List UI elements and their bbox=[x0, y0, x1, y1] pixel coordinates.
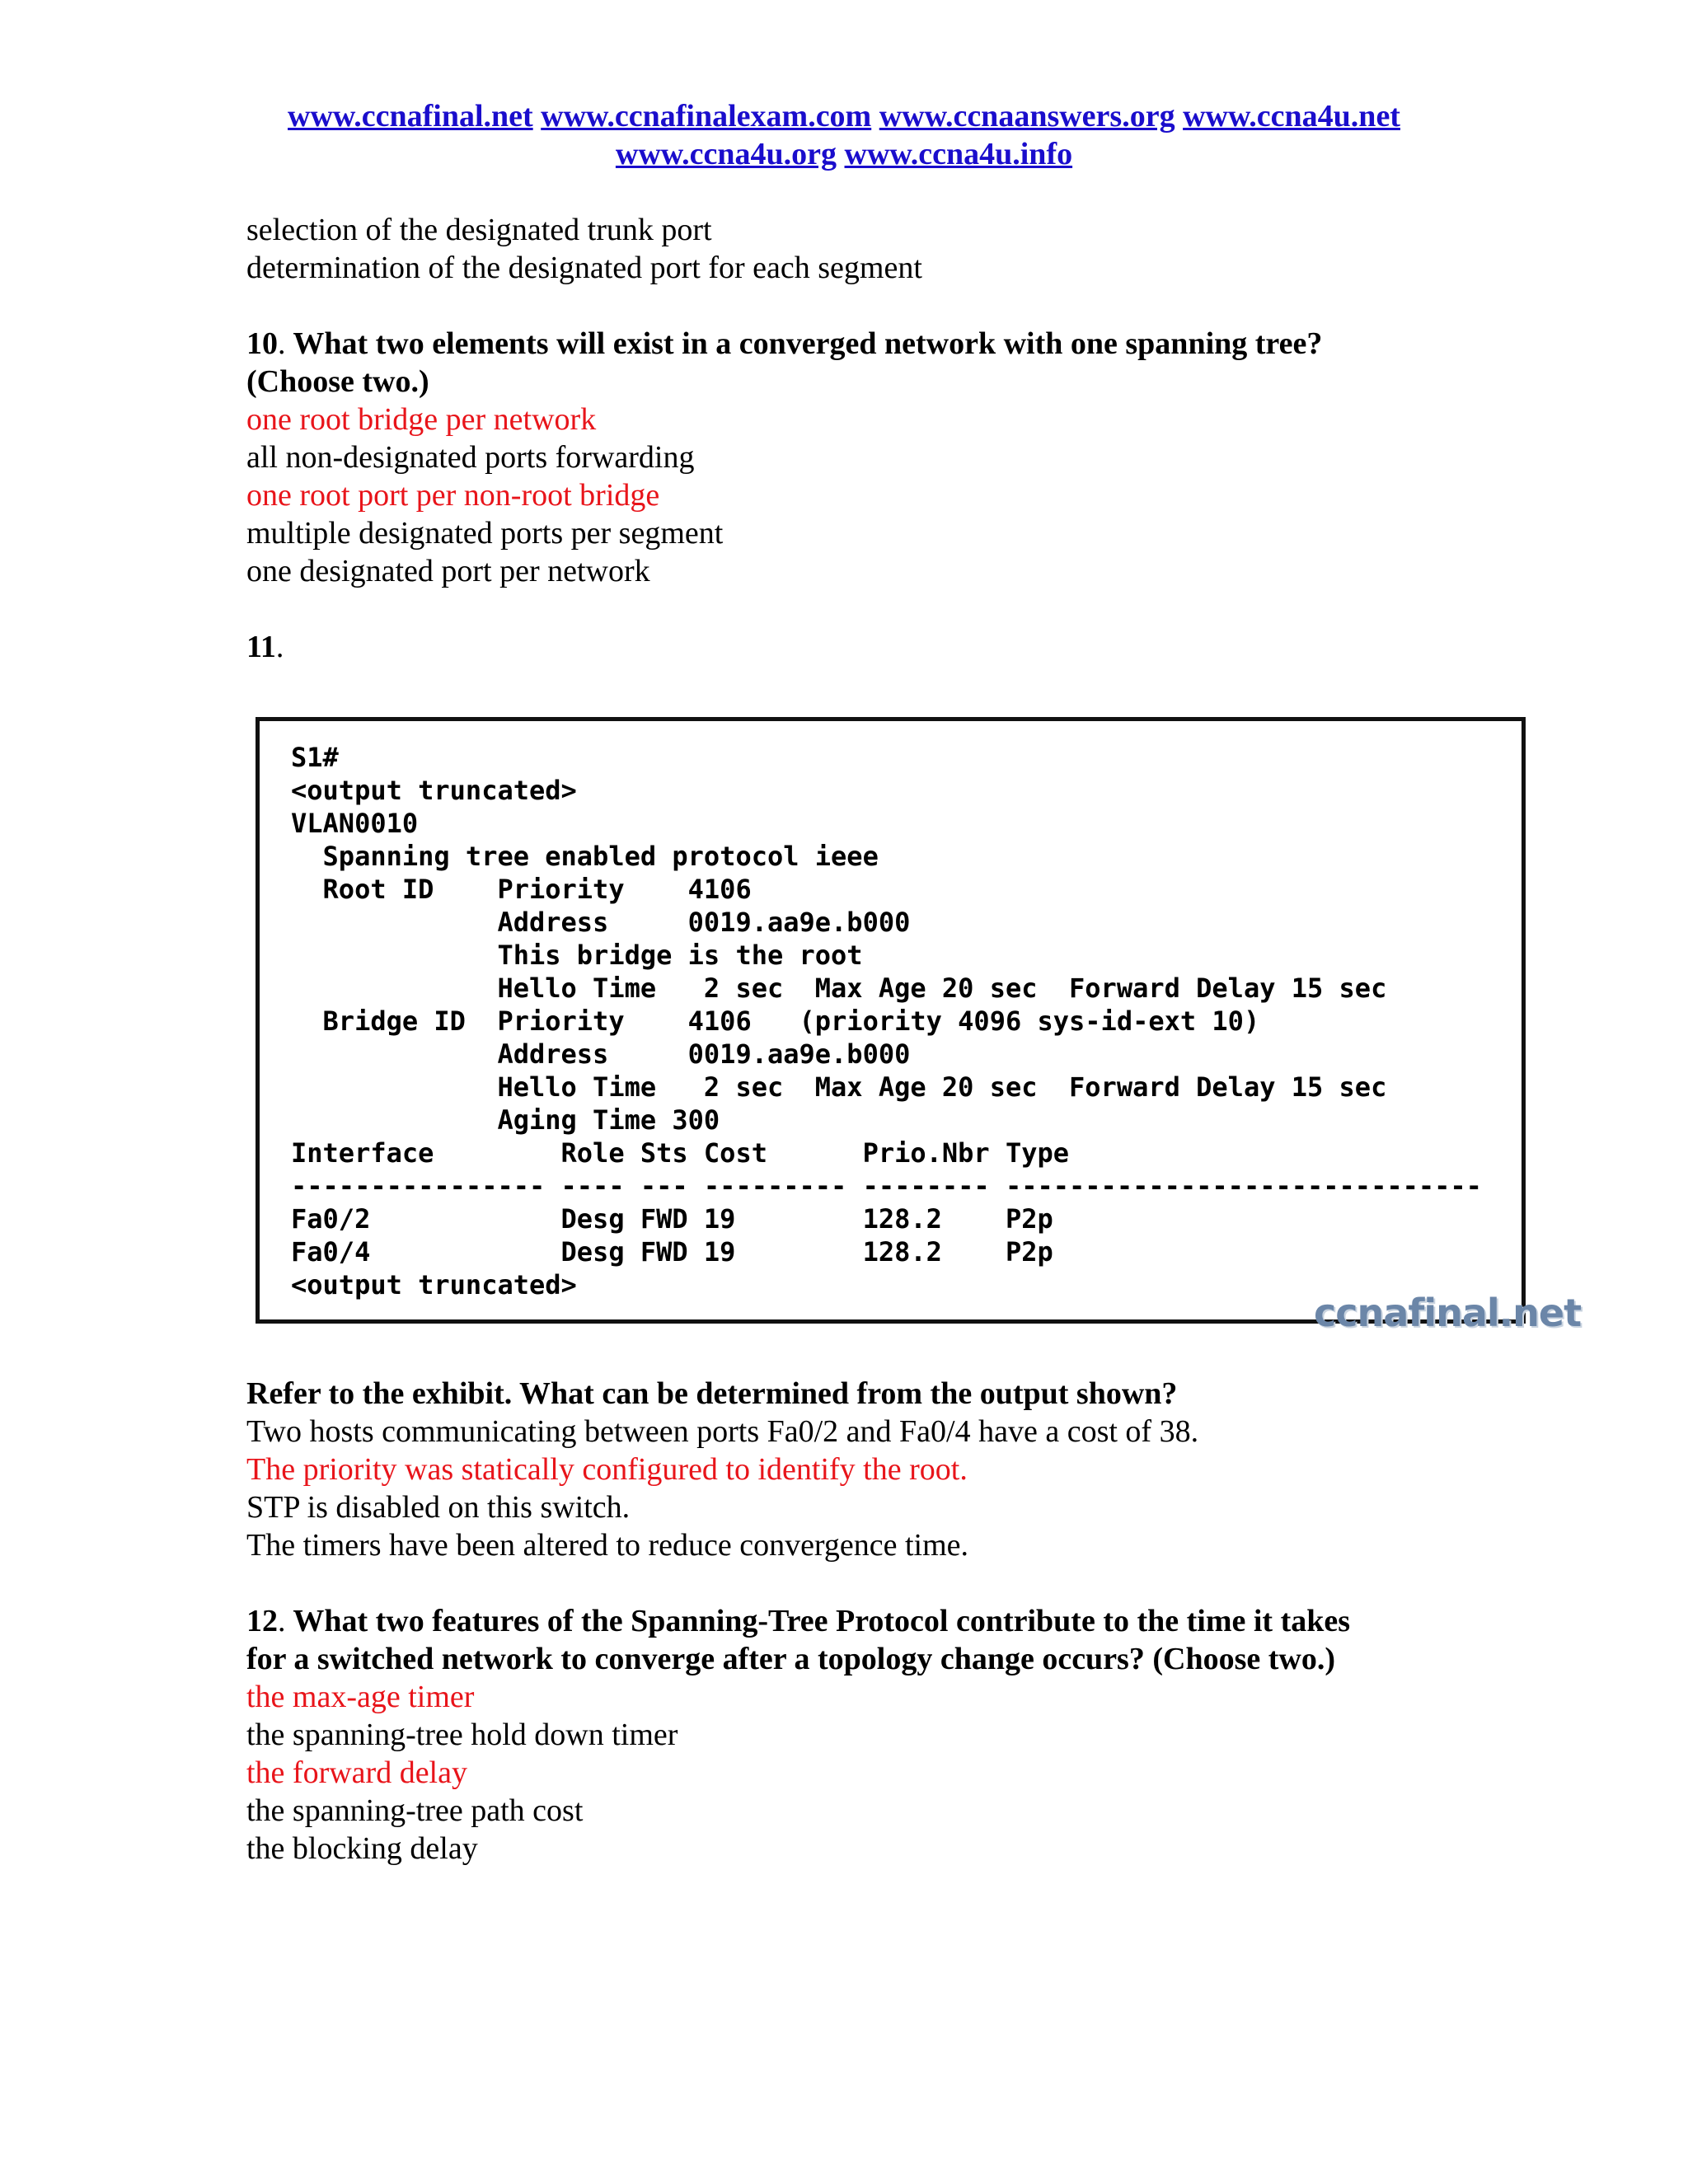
question-text: for a switched network to converge after a topology change occurs? (Choose two.) bbox=[246, 1642, 1335, 1676]
site-links-row-2 bbox=[0, 135, 1688, 173]
lower-section bbox=[246, 1375, 1532, 1868]
question-number: 12 bbox=[246, 1604, 278, 1638]
answer-option: selection of the designated trunk port bbox=[246, 213, 712, 247]
site-links-header bbox=[0, 97, 1688, 173]
cli-line: <output truncated> bbox=[291, 1269, 577, 1301]
answer-option: The timers have been altered to reduce convergence time. bbox=[246, 1528, 969, 1563]
cli-line: Fa0/2 Desg FWD 19 128.2 P2p bbox=[291, 1203, 1053, 1235]
correct-answer: one root bridge per network bbox=[246, 402, 597, 437]
cli-line: This bridge is the root bbox=[291, 940, 863, 971]
cli-line: Bridge ID Priority 4106 (priority 4096 sys-id-ext 10) bbox=[291, 1005, 1260, 1037]
site-link[interactable]: www.ccna4u.org bbox=[615, 137, 837, 171]
answer-option: STP is disabled on this switch. bbox=[246, 1490, 631, 1525]
question-11 bbox=[246, 1375, 1532, 1564]
cli-line: Hello Time 2 sec Max Age 20 sec Forward Delay 15 sec bbox=[291, 972, 1387, 1004]
correct-answer: the max-age timer bbox=[246, 1680, 475, 1714]
question-text: 10. What two elements will exist in a converged network with one spanning tree? bbox=[246, 326, 1323, 361]
question-number: 11 bbox=[246, 630, 276, 664]
site-link[interactable]: www.ccnafinal.net bbox=[288, 99, 533, 134]
cli-line: <output truncated> bbox=[291, 775, 577, 806]
site-link[interactable]: www.ccna4u.info bbox=[844, 137, 1073, 171]
watermark-logo: ccnafinal.net bbox=[1314, 1291, 1582, 1335]
correct-answer: one root port per non-root bridge bbox=[246, 478, 660, 513]
question-text: (Choose two.) bbox=[246, 364, 429, 399]
cli-line: Spanning tree enabled protocol ieee bbox=[291, 841, 879, 872]
answer-option: the spanning-tree path cost bbox=[246, 1793, 584, 1828]
cli-output bbox=[291, 741, 1482, 1301]
question-text: 12. What two features of the Spanning-Tree Protocol contribute to the time it takes bbox=[246, 1604, 1351, 1638]
cli-line: ---------------- ---- --- --------- -------- ------------------------------ bbox=[291, 1170, 1482, 1202]
q9-tail-answers bbox=[246, 211, 1532, 287]
question-11-label: 11. bbox=[246, 630, 284, 664]
answer-option: the spanning-tree hold down timer bbox=[246, 1718, 678, 1752]
answer-option: one designated port per network bbox=[246, 554, 650, 588]
cli-line: Address 0019.aa9e.b000 bbox=[291, 1038, 911, 1070]
site-link[interactable]: www.ccnafinalexam.com bbox=[541, 99, 872, 134]
correct-answer: The priority was statically configured to identify the root. bbox=[246, 1452, 968, 1487]
question-number: 10 bbox=[246, 326, 278, 361]
cli-line: Root ID Priority 4106 bbox=[291, 874, 752, 905]
exhibit-terminal-output bbox=[256, 717, 1526, 1324]
cli-line: Hello Time 2 sec Max Age 20 sec Forward Delay 15 sec bbox=[291, 1071, 1387, 1103]
cli-line: S1# bbox=[291, 742, 339, 773]
answer-option: Two hosts communicating between ports Fa0/2 and Fa0/4 have a cost of 38. bbox=[246, 1414, 1199, 1449]
answer-option: all non-designated ports forwarding bbox=[246, 440, 695, 475]
cli-line: VLAN0010 bbox=[291, 808, 419, 839]
question-12 bbox=[246, 1602, 1532, 1868]
site-links-row-1 bbox=[0, 97, 1688, 135]
answer-option: the blocking delay bbox=[246, 1831, 478, 1866]
question-10 bbox=[246, 325, 1532, 590]
answer-option: multiple designated ports per segment bbox=[246, 516, 724, 551]
site-link[interactable]: www.ccnaanswers.org bbox=[879, 99, 1175, 134]
cli-line: Aging Time 300 bbox=[291, 1104, 720, 1136]
upper-section bbox=[246, 211, 1532, 666]
question-text: Refer to the exhibit. What can be determined from the output shown? bbox=[246, 1376, 1178, 1411]
cli-line: Interface Role Sts Cost Prio.Nbr Type bbox=[291, 1137, 1070, 1169]
site-link[interactable]: www.ccna4u.net bbox=[1183, 99, 1400, 134]
correct-answer: the forward delay bbox=[246, 1755, 467, 1790]
answer-option: determination of the designated port for each segment bbox=[246, 251, 922, 285]
cli-line: Address 0019.aa9e.b000 bbox=[291, 907, 911, 938]
cli-line: Fa0/4 Desg FWD 19 128.2 P2p bbox=[291, 1236, 1053, 1268]
